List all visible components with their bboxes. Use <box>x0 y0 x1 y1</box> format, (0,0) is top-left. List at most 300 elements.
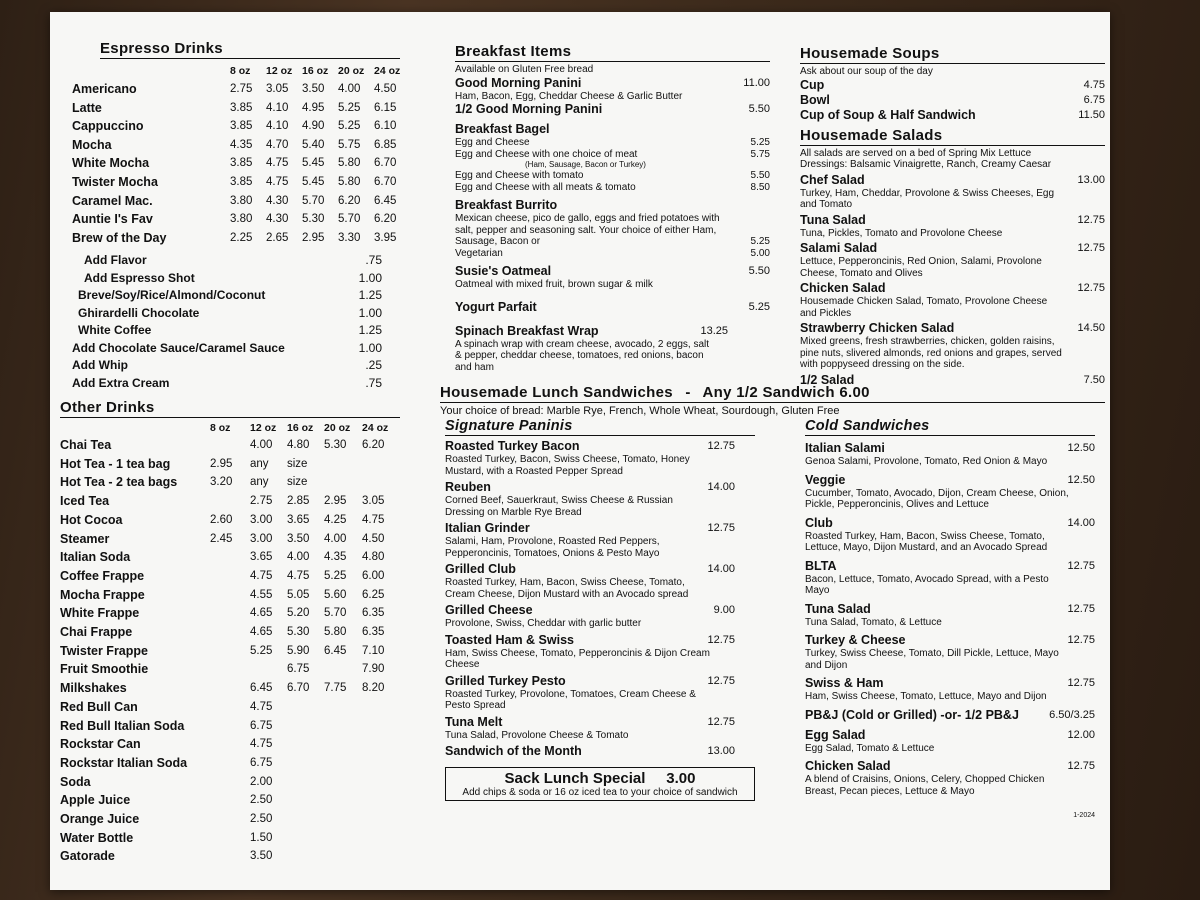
breakfast-title: Breakfast Items <box>455 43 770 62</box>
drink-name: Chai Tea <box>60 438 112 452</box>
drink-price: 6.70 <box>287 682 310 695</box>
drink-price: 2.25 <box>230 231 253 244</box>
breakfast-burrito-desc: Mexican cheese, pico de gallo, eggs and fried potatoes with salt, pepper and seasoning salt. Your choice of either Ham, Sausage, Bacon or <box>455 213 720 247</box>
drink-price: 5.75 <box>338 138 361 151</box>
oatmeal-name: Susie's Oatmeal <box>455 264 552 278</box>
drink-price: 4.35 <box>230 138 253 151</box>
drink-name: Mocha <box>72 137 112 152</box>
drink-row <box>72 229 410 248</box>
menu-item <box>445 562 755 600</box>
menu-item-name: 1/2 Salad <box>800 372 855 387</box>
size-label: 8 oz <box>230 65 251 77</box>
menu-item-price: 12.75 <box>707 440 735 452</box>
paninis-section <box>445 418 755 801</box>
drink-row <box>60 791 405 810</box>
drink-price: 6.20 <box>338 194 361 207</box>
oatmeal-desc: Oatmeal with mixed fruit, brown sugar & milk <box>455 279 653 290</box>
menu-item-name: Veggie <box>805 472 846 487</box>
addon-name: Add Whip <box>72 358 128 372</box>
drink-price: 5.25 <box>338 101 361 114</box>
drinks-column <box>60 12 410 890</box>
size-label: 20 oz <box>338 65 365 77</box>
sack-lunch-title: Sack Lunch Special <box>504 770 646 787</box>
drink-price: 5.60 <box>324 588 347 601</box>
drink-name: Twister Mocha <box>72 174 158 189</box>
drink-name: Mocha Frappe <box>60 587 145 602</box>
menu-item-price: 12.75 <box>707 633 735 646</box>
menu-item <box>455 76 770 103</box>
drink-row <box>60 492 405 511</box>
drink-price: 3.00 <box>250 532 273 545</box>
menu-item-price: 14.00 <box>707 563 735 575</box>
menu-item-head <box>805 602 1095 617</box>
menu-item-price: 6.50/3.25 <box>1049 708 1095 721</box>
addon-row <box>72 375 382 393</box>
drink-price: 7.75 <box>324 682 347 695</box>
drink-price: 5.25 <box>338 120 361 133</box>
menu-item-desc: Lettuce, Pepperoncinis, Red Onion, Salami, Provolone Cheese, Tomato and Olives <box>800 256 1042 279</box>
menu-item-head <box>445 562 755 577</box>
drink-price: 6.75 <box>250 756 273 769</box>
menu-item-head <box>800 241 1105 256</box>
drink-row <box>60 773 405 792</box>
size-label: 24 oz <box>374 65 401 77</box>
drink-price: 5.30 <box>302 213 325 226</box>
menu-item-desc: Roasted Turkey, Ham, Bacon, Swiss Cheese, Tomato, Lettuce, Mayo, Dijon Mustard, and an Avocado Spread <box>805 530 1048 553</box>
drink-name: Brew of the Day <box>72 230 167 245</box>
addon-name: Ghirardelli Chocolate <box>78 305 200 320</box>
menu-item-desc: Cucumber, Tomato, Avocado, Dijon, Cream Cheese, Onion, Pickle, Pepperoncinis, Olives and Lettuce <box>805 487 1069 510</box>
menu-item-price: 12.75 <box>1077 213 1105 226</box>
drink-price: 4.30 <box>266 213 289 226</box>
drink-price: 5.30 <box>287 626 310 639</box>
menu-item-name: Italian Salami <box>805 441 885 455</box>
lunch-title: Housemade Lunch Sandwiches <box>440 384 673 401</box>
menu-item <box>805 728 1095 755</box>
menu-item-head <box>805 473 1095 488</box>
drink-price: 4.25 <box>324 513 347 526</box>
menu-item-name: Tuna Melt <box>445 714 503 729</box>
menu-item-price: 12.75 <box>1067 760 1095 772</box>
drink-name: Italian Soda <box>60 550 131 565</box>
size-header-spacer <box>72 65 230 77</box>
size-label: 16 oz <box>287 422 314 434</box>
drink-price: 4.95 <box>302 101 325 114</box>
menu-item-name: Egg Salad <box>805 727 866 742</box>
soup-row <box>800 78 1105 93</box>
menu-item-desc: Ham, Bacon, Egg, Cheddar Cheese & Garlic Butter <box>455 90 683 102</box>
drink-name: Cappuccino <box>72 119 144 134</box>
menu-item-price: 12.75 <box>707 715 735 728</box>
menu-item-desc: Salami, Ham, Provolone, Roasted Red Peppers, Pepperoncinis, Tomatoes, Onions & Pesto Mayo <box>445 536 660 559</box>
menu-item <box>805 516 1095 554</box>
drink-row <box>60 530 405 549</box>
menu-item-desc: Bacon, Lettuce, Tomato, Avocado Spread, with a Pesto Mayo <box>805 573 1049 596</box>
bagel-option <box>455 137 770 149</box>
drink-name: Latte <box>72 100 102 115</box>
menu-item-head <box>455 76 770 91</box>
drink-row <box>60 511 405 530</box>
bagel-option <box>455 149 770 161</box>
drink-price: 5.45 <box>302 175 325 188</box>
panini-list <box>445 439 755 759</box>
menu-item-head <box>805 676 1095 691</box>
drink-price: 2.60 <box>210 513 233 526</box>
addon-name: Breve/Soy/Rice/Almond/Coconut <box>78 288 266 302</box>
menu-item-desc: Corned Beef, Sauerkraut, Swiss Cheese & Russian Dressing on Marble Rye Bread <box>445 495 673 518</box>
drink-price: 2.00 <box>250 775 273 788</box>
menu-item-price: 9.00 <box>713 604 735 616</box>
drink-name: Water Bottle <box>60 830 134 845</box>
size-label: 8 oz <box>210 422 231 434</box>
drink-price: 4.00 <box>250 439 273 451</box>
menu-item-name: BLTA <box>805 558 837 573</box>
addon-price: 1.25 <box>358 288 382 302</box>
drink-row <box>60 586 405 605</box>
drink-price: 6.70 <box>374 175 397 188</box>
breakfast-bagel-name: Breakfast Bagel <box>455 122 550 136</box>
drink-price: 4.75 <box>250 700 273 713</box>
addon-price: 1.00 <box>358 270 382 285</box>
size-label: 12 oz <box>250 422 277 434</box>
drink-name: Steamer <box>60 531 110 546</box>
drink-price: 4.30 <box>266 194 289 207</box>
menu-item-desc: Provolone, Swiss, Cheddar with garlic butter <box>445 618 642 629</box>
drink-price: 5.80 <box>338 175 361 188</box>
drink-price: 6.20 <box>362 439 385 451</box>
addon-price: .75 <box>365 253 382 267</box>
drink-price: 7.90 <box>362 663 385 676</box>
drink-price: 4.75 <box>362 513 385 526</box>
menu-item-price: 12.50 <box>1067 473 1095 486</box>
menu-item-name: Grilled Cheese <box>445 603 533 617</box>
drink-row <box>72 99 410 118</box>
menu-item-head <box>445 439 755 454</box>
menu-item-price: 12.75 <box>1067 559 1095 572</box>
drink-price: 4.65 <box>250 626 273 639</box>
other-size-header <box>60 422 405 434</box>
menu-item-head <box>455 102 770 117</box>
drink-price: 3.50 <box>302 83 325 95</box>
menu-item-price: 12.75 <box>707 522 735 534</box>
drink-price: size <box>287 476 308 489</box>
breakfast-burrito-vegetarian: Vegetarian <box>455 247 503 259</box>
menu-item <box>445 633 755 671</box>
drink-name: Apple Juice <box>60 793 131 808</box>
drink-row <box>60 810 405 829</box>
drink-price: 6.75 <box>287 663 310 676</box>
menu-item-desc: Ham, Swiss Cheese, Tomato, Lettuce, Mayo and Dijon <box>805 691 1047 702</box>
soup-price: 11.50 <box>1078 108 1105 121</box>
soups-title: Housemade Soups <box>800 45 1105 64</box>
menu-item-name: Sandwich of the Month <box>445 744 582 758</box>
breakfast-burrito-price-1: 5.25 <box>750 236 770 247</box>
drink-price: 5.25 <box>324 569 347 582</box>
wrap-name: Spinach Breakfast Wrap <box>455 323 599 338</box>
drink-row <box>60 455 405 474</box>
menu-item-desc: Roasted Turkey, Ham, Bacon, Swiss Cheese, Tomato, Cream Cheese, Dijon Mustard with an Avocado spread <box>445 577 689 600</box>
drink-price: 4.50 <box>374 83 397 95</box>
drink-price: 5.25 <box>250 644 273 657</box>
drink-price: 3.85 <box>230 101 253 114</box>
drink-price: 5.80 <box>338 157 361 170</box>
menu-item-desc: Ham, Swiss Cheese, Tomato, Pepperoncinis & Dijon Cream Cheese <box>445 647 710 670</box>
salads-title: Housemade Salads <box>800 127 1105 146</box>
breakfast-bagel-options <box>455 137 770 193</box>
menu-item <box>445 744 755 759</box>
menu-item-desc: Tuna, Pickles, Tomato and Provolone Cheese <box>800 227 1003 239</box>
menu-item-head <box>445 633 755 648</box>
size-label: 24 oz <box>362 422 389 434</box>
soup-list <box>800 78 1105 123</box>
menu-item <box>800 281 1105 319</box>
breakfast-panini-list <box>455 76 770 118</box>
menu-item-head <box>805 708 1095 723</box>
addon-name: Add Chocolate Sauce/Caramel Sauce <box>72 340 285 355</box>
menu-item <box>445 521 755 559</box>
menu-item-name: Grilled Club <box>445 562 516 576</box>
menu-item-name: Good Morning Panini <box>455 75 582 90</box>
drink-row <box>72 192 410 211</box>
addon-name: Add Espresso Shot <box>84 270 195 285</box>
menu-item-desc: Turkey, Ham, Cheddar, Provolone & Swiss Cheeses, Egg and Tomato <box>800 187 1055 210</box>
menu-item-desc: Tuna Salad, Tomato, & Lettuce <box>805 616 942 628</box>
menu-item-desc: Roasted Turkey, Bacon, Swiss Cheese, Tomato, Honey Mustard, with a Roasted Pepper Spread <box>445 454 690 477</box>
bagel-option-price: 8.50 <box>750 181 770 193</box>
bagel-option-price: 5.25 <box>750 137 770 148</box>
drink-price: 2.50 <box>250 794 273 807</box>
menu-item <box>445 439 755 477</box>
menu-item-head <box>445 744 755 759</box>
drink-price: 3.50 <box>287 532 310 545</box>
menu-item <box>805 708 1095 723</box>
drink-price: 3.85 <box>230 120 253 133</box>
menu-item-price: 7.50 <box>1083 373 1105 386</box>
menu-item-price: 5.50 <box>748 103 770 115</box>
menu-item-desc: Egg Salad, Tomato & Lettuce <box>805 742 935 754</box>
drink-price: 5.70 <box>338 213 361 226</box>
drink-price: 2.65 <box>266 231 289 244</box>
drink-price: 2.95 <box>324 495 347 508</box>
drink-price: 3.50 <box>250 850 273 863</box>
drink-price: 7.10 <box>362 644 385 657</box>
drink-price: 5.80 <box>324 626 347 639</box>
drink-row <box>60 642 405 661</box>
menu-item-head <box>805 759 1095 774</box>
drink-price: 6.70 <box>374 157 397 170</box>
drink-price: 6.75 <box>250 719 273 732</box>
menu-item <box>805 759 1095 797</box>
drink-price: 6.35 <box>362 626 385 639</box>
spinach-wrap <box>455 324 770 374</box>
soups-note: Ask about our soup of the day <box>800 66 933 77</box>
drink-price: 4.65 <box>250 607 273 620</box>
addon-row <box>72 357 382 375</box>
menu-item-name: Swiss & Ham <box>805 676 884 690</box>
menu-item <box>800 241 1105 279</box>
menu-item-name: Italian Grinder <box>445 521 530 535</box>
drink-price: 3.80 <box>230 213 253 226</box>
drink-row <box>60 754 405 773</box>
drink-name: Rockstar Italian Soda <box>60 755 188 770</box>
drink-price: 5.45 <box>302 157 325 170</box>
drink-price: 6.20 <box>374 213 397 226</box>
menu-item-price: 14.00 <box>707 481 735 493</box>
drink-row <box>72 173 410 192</box>
menu-item-desc: A blend of Craisins, Onions, Celery, Chopped Chicken Breast, Pecan pieces, Lettuce & Mayo <box>805 774 1045 797</box>
size-label: 12 oz <box>266 65 293 77</box>
bagel-option-text: Egg and Cheese with all meats & tomato <box>455 181 636 193</box>
drink-price: 6.45 <box>374 194 397 207</box>
menu-item-desc: Mixed greens, fresh strawberries, chicken, golden raisins, pine nuts, slivered almonds, red onions and grapes, served with poppyseed dressing on the side. <box>800 336 1062 370</box>
drink-row <box>60 473 405 492</box>
espresso-title: Espresso Drinks <box>100 40 400 59</box>
drink-row <box>60 829 405 848</box>
menu-item-desc: Turkey, Swiss Cheese, Tomato, Dill Pickle, Lettuce, Mayo and Dijon <box>805 648 1059 671</box>
drink-price: 2.75 <box>250 495 273 508</box>
soup-name: Cup of Soup & Half Sandwich <box>800 107 976 122</box>
menu-item-name: Chicken Salad <box>805 759 891 773</box>
drink-price: 4.70 <box>266 138 289 151</box>
bagel-option-text: Egg and Cheese with one choice of meat <box>455 148 638 160</box>
menu-item-desc: Housemade Chicken Salad, Tomato, Provolone Cheese and Pickles <box>800 296 1048 319</box>
soup-row <box>800 108 1105 123</box>
drink-price: 3.65 <box>250 551 273 564</box>
drink-name: Auntie I's Fav <box>72 212 153 227</box>
drink-price: 2.85 <box>287 495 310 508</box>
bagel-option-price: 5.75 <box>750 148 770 160</box>
yogurt-parfait <box>455 300 770 315</box>
menu-item <box>800 173 1105 211</box>
breakfast-burrito <box>455 198 770 259</box>
drink-price: 6.45 <box>250 682 273 695</box>
drink-price: 6.00 <box>362 569 385 582</box>
drink-name: Iced Tea <box>60 494 110 509</box>
drink-name: Red Bull Can <box>60 699 138 714</box>
soup-row <box>800 93 1105 108</box>
menu-item-price: 12.75 <box>707 674 735 687</box>
parfait-price: 5.25 <box>748 300 770 313</box>
soup-name: Bowl <box>800 92 830 107</box>
breakfast-bagel <box>455 122 770 193</box>
drink-price: 4.00 <box>338 83 361 95</box>
drink-price: 4.90 <box>302 120 325 133</box>
menu-item <box>805 676 1095 703</box>
menu-item-price: 14.00 <box>1067 516 1095 529</box>
drink-price: 3.20 <box>210 476 233 489</box>
drink-name: Americano <box>72 82 137 96</box>
menu-item-head <box>800 213 1105 228</box>
menu-item <box>445 715 755 742</box>
addon-name: White Coffee <box>78 323 152 337</box>
menu-item-price: 12.75 <box>1067 677 1095 689</box>
menu-item-name: Club <box>805 515 833 530</box>
drink-name: Red Bull Italian Soda <box>60 718 185 733</box>
menu-item-price: 11.00 <box>743 76 770 89</box>
drink-price: 4.00 <box>324 532 347 545</box>
menu-item <box>805 602 1095 629</box>
drink-price: 4.50 <box>362 532 385 545</box>
menu-item-name: Tuna Salad <box>805 601 871 616</box>
menu-item-price: 12.75 <box>1077 282 1105 294</box>
menu-item-head <box>800 321 1105 336</box>
menu-item-name: Chicken Salad <box>800 281 886 295</box>
drink-price: 6.45 <box>324 644 347 657</box>
susies-oatmeal <box>455 264 770 291</box>
revision-footnote: 1-2024 <box>1073 812 1095 819</box>
menu-item-head <box>445 521 755 536</box>
drink-price: 5.20 <box>287 607 310 620</box>
drink-row <box>72 117 410 136</box>
menu-item-desc: Roasted Turkey, Provolone, Tomatoes, Cream Cheese & Pesto Spread <box>445 688 696 711</box>
drink-price: 6.15 <box>374 101 397 114</box>
drink-price: 5.40 <box>302 138 325 151</box>
addon-price: 1.25 <box>358 323 382 337</box>
menu-item-price: 13.00 <box>1077 173 1105 186</box>
drink-row <box>60 660 405 679</box>
lunch-separator: - <box>685 384 691 401</box>
drink-name: Chai Frappe <box>60 625 133 640</box>
menu-item-head <box>445 480 755 495</box>
menu-item-name: Salami Salad <box>800 241 878 255</box>
espresso-addons <box>72 252 382 392</box>
drink-price: 6.25 <box>362 588 385 601</box>
drink-price: 5.30 <box>324 439 347 451</box>
drink-price: 2.75 <box>230 83 253 95</box>
drink-name: Gatorade <box>60 849 115 864</box>
bagel-option-text: Egg and Cheese with tomato <box>455 170 584 181</box>
menu-item <box>800 213 1105 240</box>
drink-name: Hot Cocoa <box>60 512 123 527</box>
sack-lunch-box <box>445 767 755 801</box>
drink-price: 1.50 <box>250 831 273 844</box>
menu-item-name: Reuben <box>445 480 491 494</box>
menu-item-name: PB&J (Cold or Grilled) -or- 1/2 PB&J <box>805 707 1019 722</box>
size-header-spacer <box>60 422 210 434</box>
menu-item <box>455 102 770 117</box>
drink-row <box>60 717 405 736</box>
menu-item-head <box>445 674 755 689</box>
drink-price: 3.85 <box>230 175 253 188</box>
drink-row <box>60 679 405 698</box>
menu-item-name: Turkey & Cheese <box>805 633 906 647</box>
wrap-desc: A spinach wrap with cream cheese, avocado, 2 eggs, salt & pepper, cheddar cheese, tomatoes, red onions, bacon and ham <box>455 338 710 373</box>
menu-item-head <box>445 603 755 618</box>
addon-price: .75 <box>365 375 382 390</box>
drink-price: 4.80 <box>362 551 385 564</box>
menu-item-price: 12.50 <box>1067 442 1095 454</box>
parfait-name: Yogurt Parfait <box>455 299 537 314</box>
menu-item-head <box>805 441 1095 456</box>
menu-item-head <box>805 728 1095 743</box>
lunch-header <box>440 384 1105 418</box>
menu-item-name: Chef Salad <box>800 172 865 187</box>
drink-price: 3.95 <box>374 231 397 244</box>
addon-name: Add Extra Cream <box>72 375 170 390</box>
bagel-option <box>455 182 770 194</box>
drink-name: White Frappe <box>60 606 140 621</box>
drink-price: 5.05 <box>287 588 310 601</box>
drink-name: Fruit Smoothie <box>60 662 149 677</box>
drink-price: 2.95 <box>302 231 325 244</box>
drink-name: Rockstar Can <box>60 737 141 752</box>
addon-row <box>72 322 382 340</box>
salads-note-1: All salads are served on a bed of Spring Mix Lettuce <box>800 147 1032 159</box>
sack-lunch-desc: Add chips & soda or 16 oz iced tea to your choice of sandwich <box>462 787 738 798</box>
addon-row <box>72 270 382 288</box>
drink-name: Coffee Frappe <box>60 568 145 583</box>
drink-name: Orange Juice <box>60 812 140 827</box>
